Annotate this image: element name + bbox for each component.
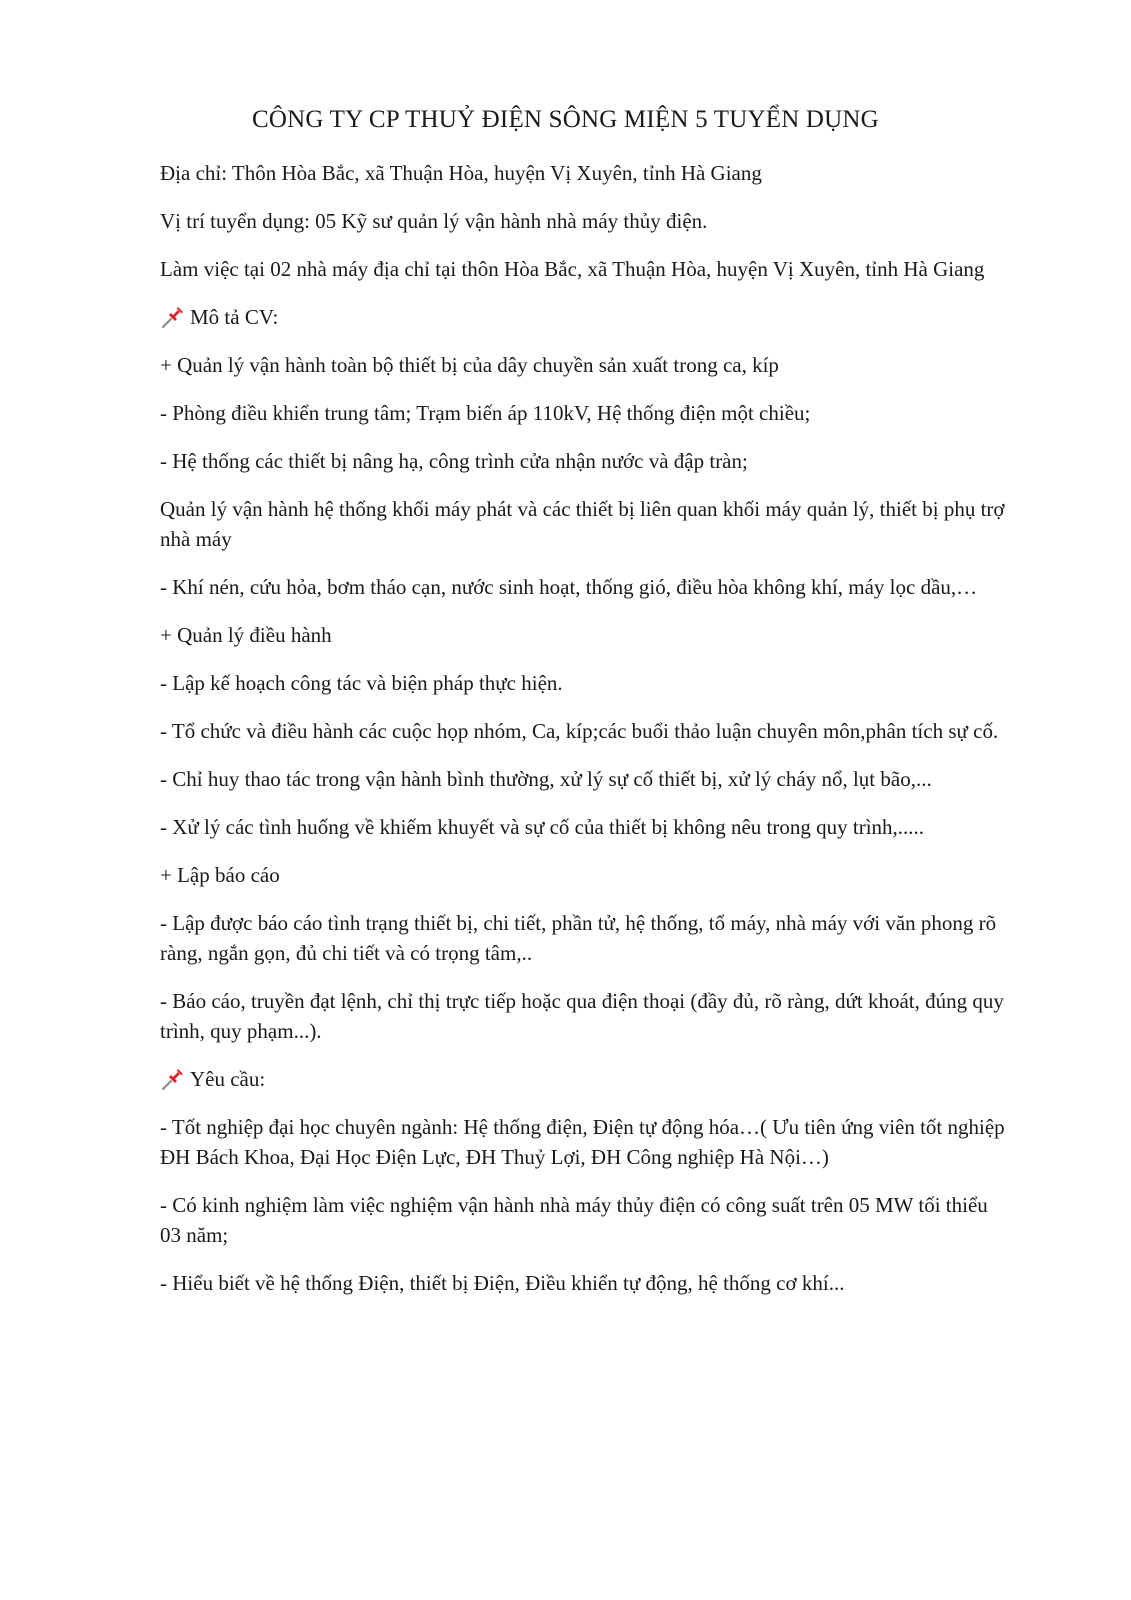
requirement-item: - Có kinh nghiệm làm việc nghiệm vận hành nhà máy thủy điện có công suất trên 05 MW tối thiểu 03 năm; xyxy=(160,1193,988,1247)
description-item: - Phòng điều khiển trung tâm; Trạm biến áp 110kV, Hệ thống điện một chiều; xyxy=(160,401,811,425)
description-item: - Lập được báo cáo tình trạng thiết bị, chi tiết, phần tử, hệ thống, tổ máy, nhà máy với văn phong rõ ràng, ngắn gọn, đủ chi tiết và có trọng tâm,.. xyxy=(160,911,997,965)
description-heading xyxy=(160,302,1008,332)
description-item: - Hệ thống các thiết bị nâng hạ, công trình cửa nhận nước và đập tràn; xyxy=(160,449,748,473)
description-item: Quản lý vận hành hệ thống khối máy phát và các thiết bị liên quan khối máy quản lý, thiết bị phụ trợ nhà máy xyxy=(160,497,1005,551)
description-item: - Chỉ huy thao tác trong vận hành bình thường, xử lý sự cố thiết bị, xử lý cháy nổ, lụt bão,... xyxy=(160,767,932,791)
requirement-item: - Tốt nghiệp đại học chuyên ngành: Hệ thống điện, Điện tự động hóa…( Ưu tiên ứng viên tốt nghiệp ĐH Bách Khoa, Đại Học Điện Lực, ĐH Thuỷ Lợi, ĐH Công nghiệp Hà Nội…) xyxy=(160,1115,1005,1169)
description-item: + Quản lý điều hành xyxy=(160,623,332,647)
description-heading-label: Mô tả CV: xyxy=(190,305,279,329)
description-item: - Tổ chức và điều hành các cuộc họp nhóm, Ca, kíp;các buổi thảo luận chuyên môn,phân tích sự cố. xyxy=(160,719,999,743)
description-item: - Xử lý các tình huống về khiếm khuyết và sự cố của thiết bị không nêu trong quy trình,..... xyxy=(160,815,925,839)
requirements-heading-label: Yêu cầu: xyxy=(190,1067,266,1091)
description-item: - Lập kế hoạch công tác và biện pháp thực hiện. xyxy=(160,671,563,695)
workplace-line: Làm việc tại 02 nhà máy địa chỉ tại thôn Hòa Bắc, xã Thuận Hòa, huyện Vị Xuyên, tỉnh Hà Giang xyxy=(160,257,985,281)
document-title: CÔNG TY CP THUỶ ĐIỆN SÔNG MIỆN 5 TUYỂN DỤNG xyxy=(252,106,879,133)
address-line: Địa chỉ: Thôn Hòa Bắc, xã Thuận Hòa, huyện Vị Xuyên, tỉnh Hà Giang xyxy=(160,161,762,185)
description-item: + Lập báo cáo xyxy=(160,863,280,887)
description-item: + Quản lý vận hành toàn bộ thiết bị của dây chuyền sản xuất trong ca, kíp xyxy=(160,353,779,377)
pushpin-icon xyxy=(160,304,186,330)
requirement-item: - Hiểu biết về hệ thống Điện, thiết bị Điện, Điều khiển tự động, hệ thống cơ khí... xyxy=(160,1271,845,1295)
document-body xyxy=(160,158,1008,1316)
pushpin-icon xyxy=(160,1066,186,1092)
description-item: - Báo cáo, truyền đạt lệnh, chỉ thị trực tiếp hoặc qua điện thoại (đầy đủ, rõ ràng, dứt khoát, đúng quy trình, quy phạm...). xyxy=(160,989,1004,1043)
description-item: - Khí nén, cứu hỏa, bơm tháo cạn, nước sinh hoạt, thống gió, điều hòa không khí, máy lọc dầu,… xyxy=(160,575,978,599)
requirements-heading xyxy=(160,1064,1008,1094)
position-line: Vị trí tuyển dụng: 05 Kỹ sư quản lý vận hành nhà máy thủy điện. xyxy=(160,209,708,233)
